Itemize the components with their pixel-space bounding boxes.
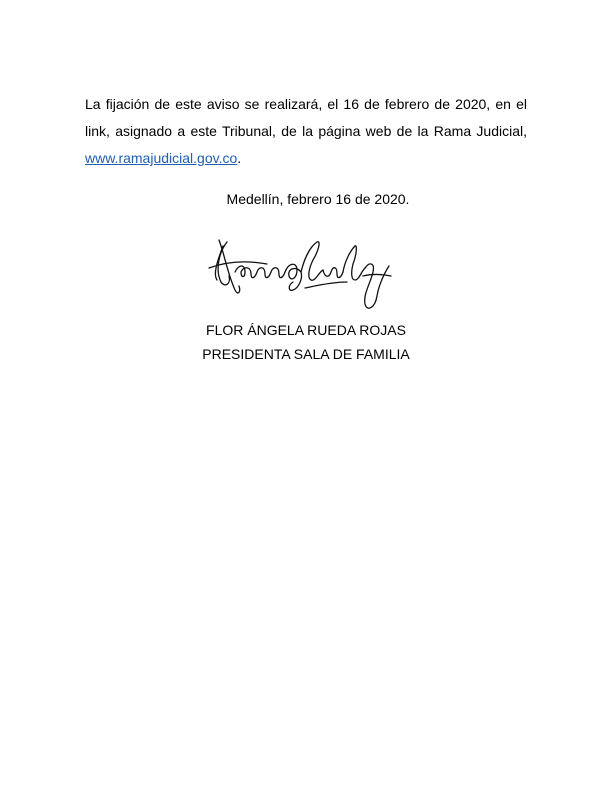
judicial-website-link[interactable]: www.ramajudicial.gov.co — [85, 150, 238, 166]
notice-paragraph — [85, 91, 527, 172]
notice-text: La fijación de este aviso se realizará, el 16 de febrero de 2020, en el link, asignado a este Tribunal, de la página web de la Rama Judicial, — [85, 96, 527, 139]
handwritten-signature — [205, 232, 395, 316]
notice-period: . — [237, 150, 242, 166]
signer-block — [0, 318, 612, 366]
signer-name: FLOR ÁNGELA RUEDA ROJAS — [206, 322, 406, 338]
place-date-line: Medellín, febrero 16 de 2020. — [226, 191, 410, 207]
signer-title: PRESIDENTA SALA DE FAMILIA — [202, 346, 410, 362]
